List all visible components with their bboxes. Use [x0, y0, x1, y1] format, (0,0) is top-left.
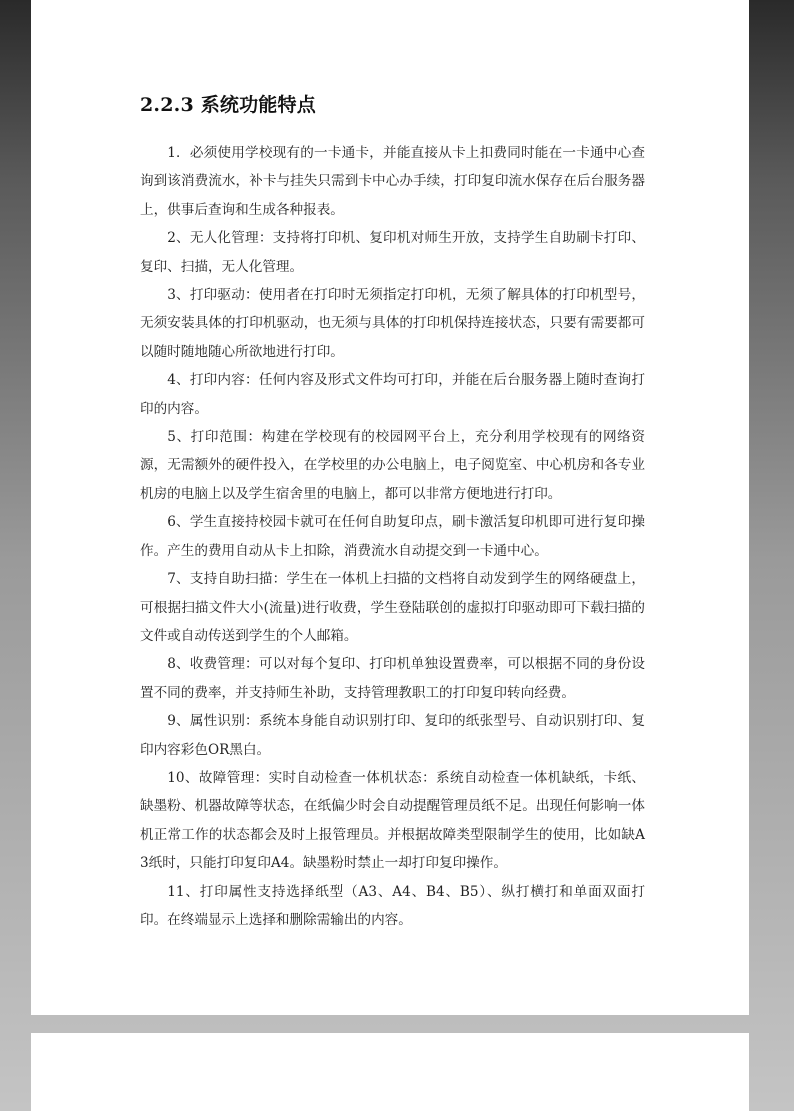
- feature-paragraph-6: 6、学生直接持校园卡就可在任何自助复印点，刷卡激活复印机即可进行复印操作。产生的费用自动从卡上扣除，消费流水自动提交到一卡通中心。: [140, 514, 645, 559]
- feature-paragraph-11: 11、打印属性支持选择纸型（A3、A4、B4、B5）、纵打横打和单面双面打印。在终端显示上选择和删除需输出的内容。: [140, 883, 645, 928]
- feature-paragraph-1: 1．必须使用学校现有的一卡通卡，并能直接从卡上扣费同时能在一卡通中心查询到该消费流水，补卡与挂失只需到卡中心办手续，打印复印流水保存在后台服务器上，供事后查询和生成各种报表。: [140, 145, 645, 218]
- feature-paragraph-7: 7、支持自助扫描：学生在一体机上扫描的文档将自动发到学生的网络硬盘上，可根据扫描文件大小(流量)进行收费，学生登陆联创的虚拟打印驱动即可下载扫描的文件或自动传送到学生的个人邮箱。: [140, 571, 645, 644]
- section-heading: 2.2.3 系统功能特点: [140, 94, 316, 116]
- feature-paragraph-4: 4、打印内容：任何内容及形式文件均可打印，并能在后台服务器上随时查询打印的内容。: [140, 372, 645, 417]
- feature-paragraph-5: 5、打印范围：构建在学校现有的校园网平台上，充分利用学校现有的网络资源，无需额外的硬件投入，在学校里的办公电脑上，电子阅览室、中心机房和各专业机房的电脑上以及学生宿舍里的电脑上，都可以非常方便地进行打印。: [140, 429, 645, 502]
- feature-paragraph-8: 8、收费管理：可以对每个复印、打印机单独设置费率，可以根据不同的身份设置不同的费率，并支持师生补助，支持管理教职工的打印复印转向经费。: [140, 656, 645, 701]
- feature-paragraph-2: 2、无人化管理：支持将打印机、复印机对师生开放，支持学生自助刷卡打印、复印、扫描，无人化管理。: [140, 230, 645, 275]
- next-document-page: [31, 1033, 749, 1111]
- document-page: [31, 0, 749, 1015]
- feature-list: [140, 139, 645, 934]
- feature-paragraph-9: 9、属性识别：系统本身能自动识别打印、复印的纸张型号、自动识别打印、复印内容彩色OR黑白。: [140, 713, 645, 758]
- feature-paragraph-10: 10、故障管理：实时自动检查一体机状态：系统自动检查一体机缺纸，卡纸、缺墨粉、机器故障等状态，在纸偏少时会自动提醒管理员纸不足。出现任何影响一体机正常工作的状态都会及时上报管理员。并根据故障类型限制学生的使用，比如缺A3纸时，只能打印复印A4。缺墨粉时禁止一却打印复印操作。: [140, 769, 645, 872]
- feature-paragraph-3: 3、打印驱动：使用者在打印时无须指定打印机，无须了解具体的打印机型号，无须安装具体的打印机驱动，也无须与具体的打印机保持连接状态，只要有需要都可以随时随地随心所欲地进行打印。: [140, 287, 645, 360]
